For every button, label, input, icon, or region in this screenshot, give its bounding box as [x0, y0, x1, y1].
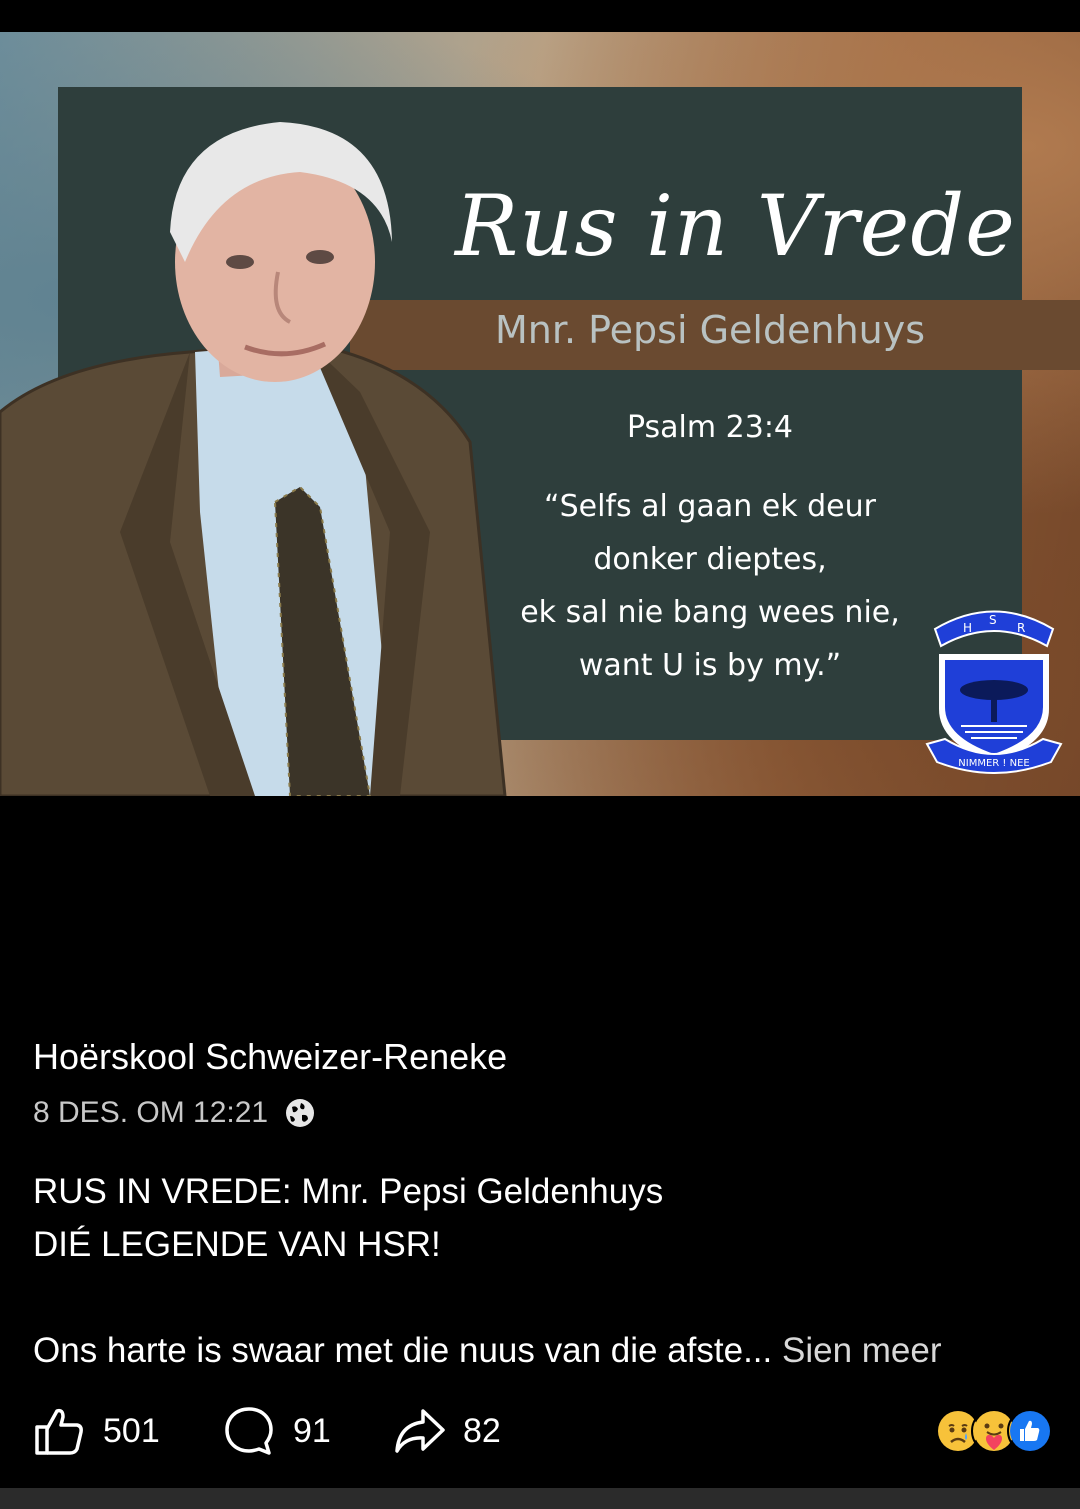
verse-line: donker dieptes, — [593, 542, 827, 577]
crest-motto: NIMMER ! NEE — [958, 758, 1030, 769]
deceased-name: Mnr. Pepsi Geldenhuys — [494, 308, 926, 352]
post-text-preview-line — [33, 1324, 1053, 1377]
bottom-divider — [0, 1488, 1080, 1509]
like-reaction-icon — [1007, 1408, 1053, 1454]
psalm-verse — [480, 480, 940, 692]
school-crest-logo — [925, 594, 1063, 774]
memorial-image[interactable] — [0, 32, 1080, 796]
comment-button[interactable] — [223, 1400, 331, 1462]
comment-count: 91 — [293, 1411, 331, 1450]
action-bar — [33, 1400, 1053, 1462]
post-meta — [33, 1096, 316, 1130]
verse-line: want U is by my.” — [578, 648, 842, 683]
post-timestamp[interactable]: 8 DES. OM 12:21 — [33, 1096, 269, 1129]
crest-letter: H — [963, 621, 973, 635]
globe-icon — [284, 1097, 316, 1129]
share-button[interactable] — [393, 1400, 501, 1462]
share-count: 82 — [463, 1411, 501, 1450]
thumbs-up-icon — [33, 1405, 85, 1457]
memorial-title: Rus in Vrede — [455, 177, 1016, 275]
post-text-line: DIÉ LEGENDE VAN HSR! — [33, 1225, 441, 1264]
page-name[interactable]: Hoërskool Schweizer-Reneke — [33, 1036, 508, 1077]
post-text-spacer — [33, 1271, 1053, 1324]
crest-letter: R — [1017, 621, 1026, 635]
verse-line: ek sal nie bang wees nie, — [520, 595, 900, 630]
post-text-line: RUS IN VREDE: Mnr. Pepsi Geldenhuys — [33, 1172, 664, 1211]
post-text — [33, 1165, 1053, 1377]
crest-letter: S — [989, 613, 997, 627]
comment-icon — [223, 1405, 275, 1457]
like-button[interactable] — [33, 1400, 160, 1462]
share-icon — [393, 1405, 445, 1457]
reaction-summary[interactable] — [935, 1408, 1053, 1454]
post-text-preview: Ons harte is swaar met die nuus van die afste... — [33, 1331, 773, 1370]
psalm-reference: Psalm 23:4 — [626, 410, 794, 445]
see-more-link[interactable]: Sien meer — [782, 1331, 942, 1370]
like-count: 501 — [103, 1411, 160, 1450]
portrait-photo — [0, 112, 520, 796]
verse-line: “Selfs al gaan ek deur — [544, 489, 876, 524]
